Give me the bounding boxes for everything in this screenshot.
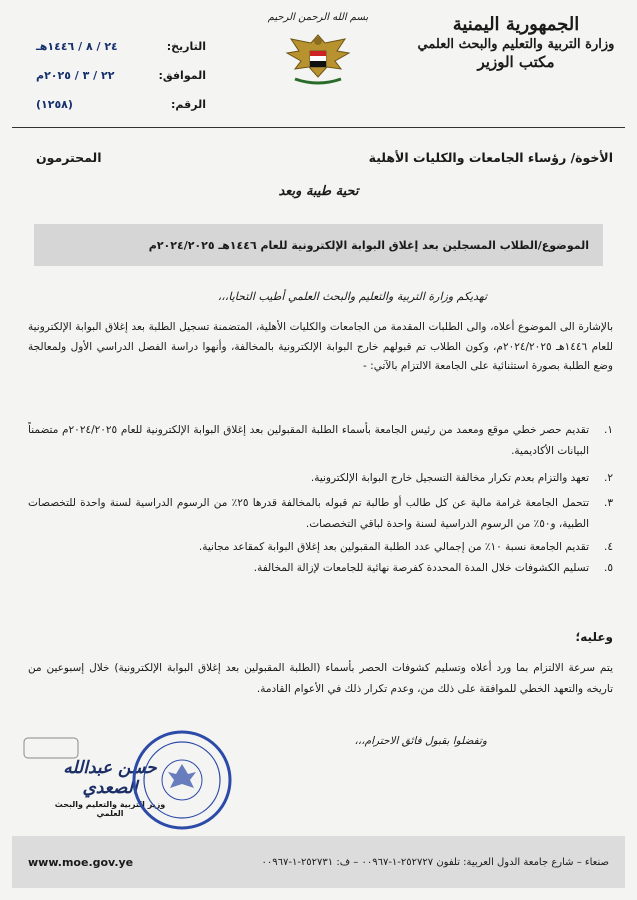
republic-name: الجمهورية اليمنية bbox=[452, 14, 580, 35]
list-item bbox=[28, 420, 613, 462]
header-divider bbox=[12, 127, 625, 128]
date-value: ٢٤ / ٨ / ١٤٤٦هـ bbox=[36, 40, 118, 53]
footer-address: صنعاء – شارع جامعة الدول العربية: تلفون ٢٥٢٧٢٧-١-٠٠٩٦٧ – ف: ٢٥٢٧٣١-١-٠٠٩٦٧ bbox=[261, 856, 609, 868]
reference-label: الرقم: bbox=[171, 98, 206, 111]
office-name: مكتب الوزير bbox=[477, 52, 555, 71]
letterhead bbox=[411, 14, 621, 72]
reference-number: (١٢٥٨) bbox=[36, 98, 73, 111]
list-item bbox=[28, 468, 613, 489]
item-number: ٥. bbox=[604, 562, 613, 574]
footer-bar bbox=[12, 836, 625, 888]
corresponding-value: ٢٢ / ٣ / ٢٠٢٥م bbox=[36, 69, 115, 82]
greeting: تحية طيبة وبعد bbox=[278, 184, 359, 199]
body-paragraph: بالإشارة الى الموضوع أعلاه، والى الطلبات المقدمة من الجامعات والكليات الأهلية، المتضمنة تسجيل الطلبة بعد إغلاق البوابة الإلكترونية للعام ١٤٤٦هـ ٢٠٢٤/٢٠٢٥م، وكون الطلاب تم قبولهم خارج البوابة الإلكترونية بالمخالفة، وأنهوا دراسة الفصل الدراسي الأول ولمعالجة وضع الطلبة بصورة استثنائية على الجامعة الالتزام بالآتي: - bbox=[28, 321, 614, 372]
eagle-emblem-icon bbox=[281, 29, 355, 91]
signatory-name: حسن عبدالله الصعدي bbox=[63, 758, 157, 798]
addressee-to: الأخوة/ رؤساء الجامعات والكليات الأهلية bbox=[368, 150, 613, 165]
requirements-list bbox=[28, 420, 613, 579]
corresponding-label: الموافق: bbox=[158, 69, 206, 82]
regards-line: وتفضلوا بقبول فائق الاحترام،،، bbox=[354, 735, 487, 747]
list-item bbox=[28, 493, 613, 535]
item-text: تتحمل الجامعة غرامة مالية عن كل طالب أو طالبة تم قبوله بالمخالفة قدرها ٢٥٪ من الرسوم الدراسية لسنة واحدة للتخصصات الطبية، و٥٠٪ من الرسوم الدراسية لسنة واحدة لباقي التخصصات. bbox=[28, 497, 589, 530]
ministry-name: وزارة التربية والتعليم والبحث العلمي bbox=[417, 36, 615, 52]
closing-paragraph: يتم سرعة الالتزام بما ورد أعلاه وتسليم كشوفات الحصر بأسماء (الطلبة المقبولين بعد إغلاق البوابة الإلكترونية) خلال إسبوعين من تاريخه والتعهد الخطي للموافقة على ذلك من، وعدم تكرار ذلك في الأعوام القادمة. bbox=[28, 662, 613, 695]
item-text: تقديم حصر خطي موقع ومعمد من رئيس الجامعة بأسماء الطلبة المقبولين بعد إغلاق البوابة الإلكترونية للعام ٢٠٢٤/٢٠٢٥م متضمناً البيانات الأكاديمية. bbox=[28, 424, 589, 457]
item-number: ٣. bbox=[604, 497, 613, 509]
item-number: ٢. bbox=[604, 472, 613, 484]
bismillah: بسم الله الرحمن الرحيم bbox=[267, 12, 369, 23]
signatory-title: وزير التربية والتعليم والبحث العلمي bbox=[54, 800, 166, 818]
salutation: تهديكم وزارة التربية والتعليم والبحث العلمي أطيب التحايا،،، bbox=[217, 290, 487, 303]
list-item bbox=[28, 558, 613, 579]
footer-website-link[interactable]: www.moe.gov.ye bbox=[28, 855, 134, 869]
item-number: ١. bbox=[604, 424, 613, 436]
official-seal-icon bbox=[130, 728, 234, 832]
addressee-respect: المحترمون bbox=[36, 150, 102, 165]
list-item bbox=[28, 537, 613, 558]
date-label: التاريخ: bbox=[166, 40, 206, 53]
item-text: تقديم الجامعة نسبة ١٠٪ من إجمالي عدد الطلبة المقبولين بعد إغلاق البوابة كمقاعد مجانية. bbox=[198, 541, 589, 553]
reference-block bbox=[36, 40, 206, 127]
emblem-block bbox=[238, 12, 398, 95]
item-number: ٤. bbox=[604, 541, 613, 553]
small-stamp-icon bbox=[22, 736, 80, 760]
item-text: تسليم الكشوفات خلال المدة المحددة كفرصة نهائية للجامعات لإزالة المخالفة. bbox=[253, 562, 589, 574]
subject-line: الموضوع/الطلاب المسجلين بعد إغلاق البوابة الإلكترونية للعام ١٤٤٦هـ ٢٠٢٤/٢٠٢٥م bbox=[34, 224, 603, 266]
therefore-heading: وعليه؛ bbox=[575, 630, 613, 644]
item-text: تعهد والتزام بعدم تكرار مخالفة التسجيل خارج البوابة الإلكترونية. bbox=[310, 472, 589, 484]
addressee bbox=[36, 150, 613, 165]
